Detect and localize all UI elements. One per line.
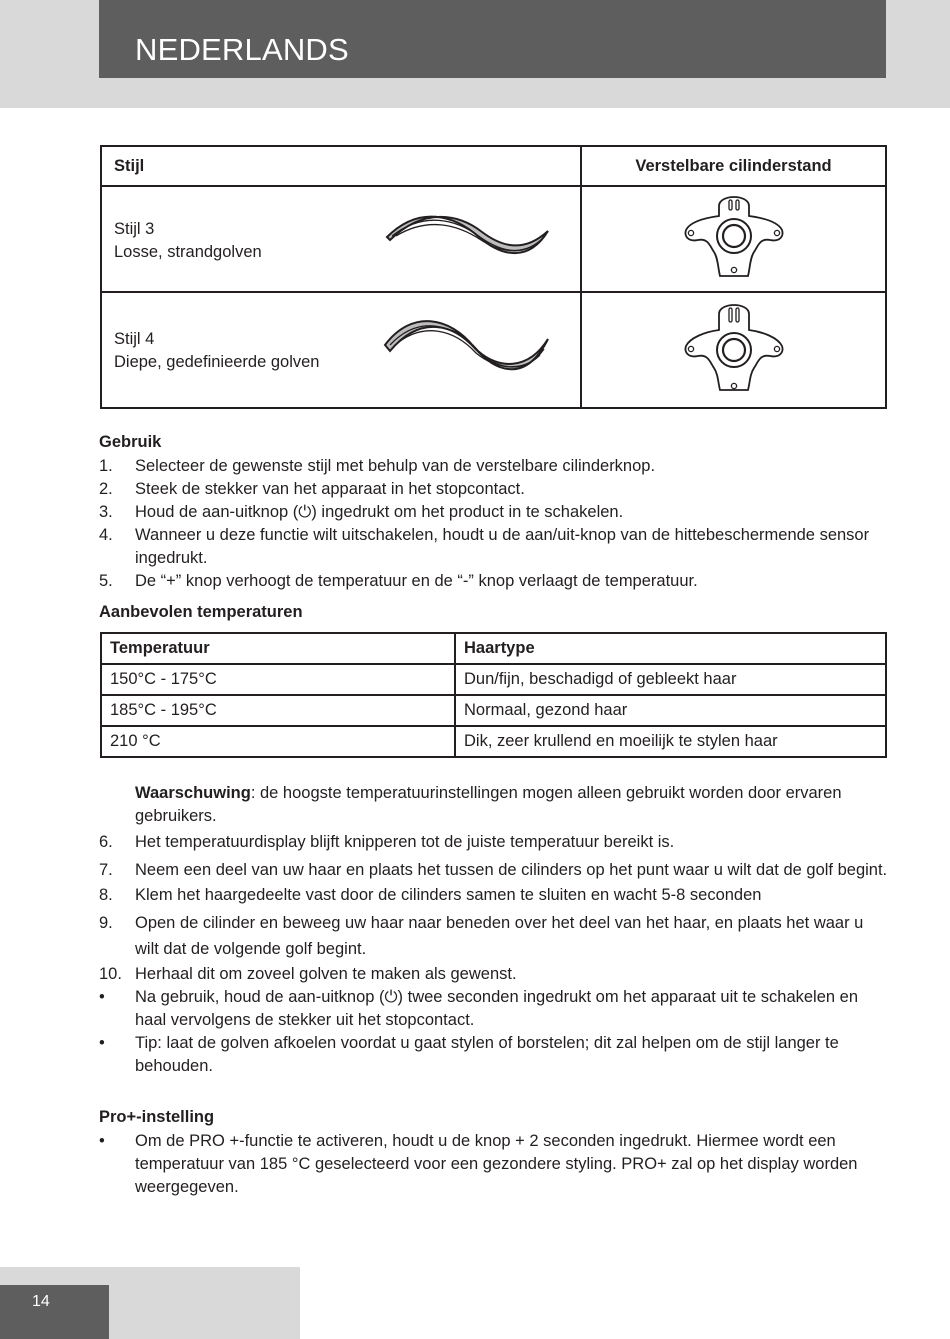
hairtype-cell: Normaal, gezond haar [455, 695, 886, 726]
temperature-cell: 150°C - 175°C [101, 664, 455, 695]
style-description: Losse, strandgolven [114, 243, 262, 261]
header-bar [99, 0, 886, 78]
style-name: Stijl 3 [114, 220, 155, 238]
table-header-row [101, 633, 886, 664]
list-item: • Om de PRO +-functie te activeren, houdt u de knop + 2 seconden ingedrukt. Hiermee wordt een temperatuur van 185 °C geselecteerd voor een gezondere styling. PRO+ zal op het display worden weergegeven. [99, 1132, 858, 1196]
steps-list [99, 782, 889, 1078]
deep-wave-icon [382, 311, 552, 387]
warning-text: : de hoogste temperatuurinstellingen mogen alleen gebruikt worden door ervaren gebruikers. [135, 784, 842, 825]
list-item: 4. Wanneer u deze functie wilt uitschakelen, houdt u de aan/uit-knop van de hittebeschermende sensor ingedrukt. [99, 526, 870, 567]
temperature-column-header: Temperatuur [101, 633, 455, 664]
section-heading-temperatures: Aanbevolen temperaturen [99, 603, 303, 621]
style-table [100, 145, 887, 409]
warning-label: Waarschuwing [135, 784, 251, 802]
list-item: 5. De “+” knop verhoogt de temperatuur en de “-” knop verlaagt de temperatuur. [99, 572, 698, 590]
page-title: NEDERLANDS [135, 32, 349, 67]
style-row [101, 292, 886, 408]
usage-list [99, 455, 889, 593]
temperature-table [100, 632, 887, 758]
section-heading-pro: Pro+-instelling [99, 1108, 215, 1126]
list-item: • Tip: laat de golven afkoelen voordat u gaat stylen of borstelen; dit zal helpen om de stijl langer te behouden. [99, 1034, 839, 1075]
temperature-cell: 210 °C [101, 726, 455, 757]
table-row [101, 664, 886, 695]
section-heading-gebruik: Gebruik [99, 433, 162, 451]
page-number: 14 [32, 1293, 50, 1310]
list-item: 1. Selecteer de gewenste stijl met behulp van de verstelbare cilinderknop. [99, 457, 656, 475]
list-item: 3. Houd de aan-uitknop (⏻) ingedrukt om het product in te schakelen. [99, 503, 624, 521]
device-setting-cell [581, 292, 886, 408]
setting-column-header: Verstelbare cilinderstand [581, 146, 886, 186]
list-item: 10. Herhaal dit om zoveel golven te maken als gewenst. [99, 965, 517, 983]
list-item: 8. Klem het haargedeelte vast door de cilinders samen te sluiten en wacht 5-8 seconden [99, 886, 762, 904]
pro-list [99, 1130, 889, 1199]
style-description: Diepe, gedefinieerde golven [114, 353, 320, 371]
style-cell [101, 186, 581, 292]
warning-note [99, 782, 889, 828]
barrel-position-icon [674, 300, 794, 396]
list-item: 9. Open de cilinder en beweeg uw haar naar beneden over het deel van het haar, en plaats het waar u wilt dat de volgende golf begint. [99, 914, 864, 958]
style-row [101, 186, 886, 292]
list-item: 6. Het temperatuurdisplay blijft knipperen tot de juiste temperatuur bereikt is. [99, 833, 675, 851]
device-setting-cell [581, 186, 886, 292]
hairtype-column-header: Haartype [455, 633, 886, 664]
barrel-position-icon [674, 192, 794, 282]
style-name: Stijl 4 [114, 330, 155, 348]
page-number-box [0, 1285, 109, 1339]
style-column-header: Stijl [101, 146, 581, 186]
list-item: • Na gebruik, houd de aan-uitknop (⏻) twee seconden ingedrukt om het apparaat uit te schakelen en haal vervolgens de stekker uit het stopcontact. [99, 988, 859, 1029]
table-row [101, 695, 886, 726]
hairtype-cell: Dik, zeer krullend en moeilijk te stylen haar [455, 726, 886, 757]
hairtype-cell: Dun/fijn, beschadigd of gebleekt haar [455, 664, 886, 695]
table-row [101, 726, 886, 757]
style-cell [101, 292, 581, 408]
list-item: 2. Steek de stekker van het apparaat in het stopcontact. [99, 480, 525, 498]
list-item: 7. Neem een deel van uw haar en plaats het tussen de cilinders op het punt waar u wilt dat de golf begint. [99, 861, 888, 879]
loose-wave-icon [384, 207, 552, 269]
temperature-cell: 185°C - 195°C [101, 695, 455, 726]
